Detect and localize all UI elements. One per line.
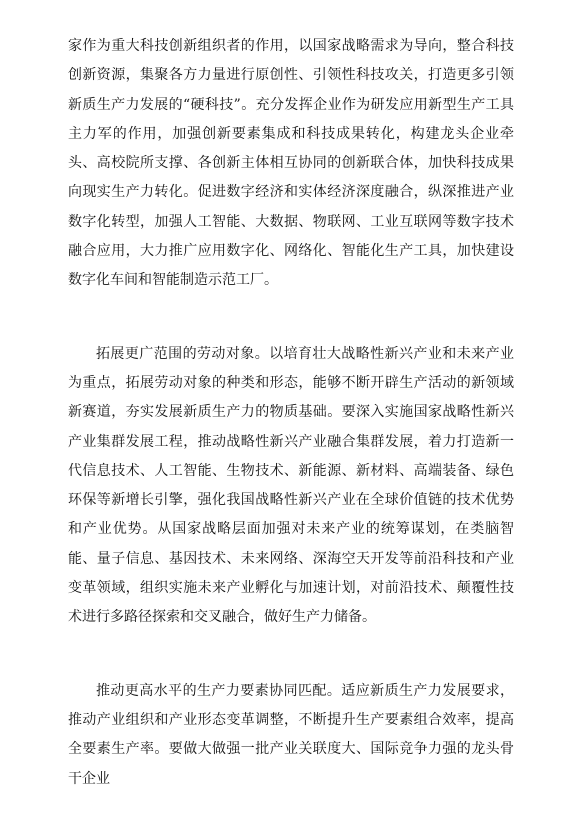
paragraph-2: 拓展更广范围的劳动对象。以培育壮大战略性新兴产业和未来产业为重点，拓展劳动对象的种类和形态，能够不断开辟生产活动的新领域新赛道，夯实发展新质生产力的物质基础。要深入实施国家战略性新兴产业集群发展工程，推动战略性新兴产业融合集群发展，着力打造新一代信息技术、人工智能、生物技术、新能源、新材料、高端装备、绿色环保等新增长引擎，强化我国战略性新兴产业在全球价值链的技术优势和产业优势。从国家战略层面加强对未来产业的统筹谋划，在类脑智能、量子信息、基因技术、未来网络、深海空天开发等前沿科技和产业变革领域，组织实施未来产业孵化与加速计划，对前沿技术、颠覆性技术进行多路径探索和交叉融合，做好生产力储备。 (68, 345, 514, 626)
paragraph-1: 家作为重大科技创新组织者的作用，以国家战略需求为导向，整合科技创新资源，集聚各方力量进行原创性、引领性科技攻关，打造更多引领新质生产力发展的“硬科技”。充分发挥企业作为研发应用新型生产工具主力军的作用，加强创新要素集成和科技成果转化，构建龙头企业牵头、高校院所支撑、各创新主体相互协同的创新联合体，加快科技成果向现实生产力转化。促进数字经济和实体经济深度融合，纵深推进产业数字化转型，加强人工智能、大数据、物联网、工业互联网等数字技术融合应用，大力推广应用数字化、网络化、智能化生产工具，加快建设数字化车间和智能制造示范工厂。 (68, 38, 514, 289)
paragraph-gap (68, 296, 514, 340)
document-body (68, 32, 514, 794)
paragraph-3: 推动更高水平的生产力要素协同匹配。适应新质生产力发展要求，推动产业组织和产业形态变革调整，不断提升生产要素组合效率，提高全要素生产率。要做大做强一批产业关联度大、国际竞争力强的龙头骨干企业 (68, 682, 514, 787)
paragraph-gap (68, 633, 514, 677)
